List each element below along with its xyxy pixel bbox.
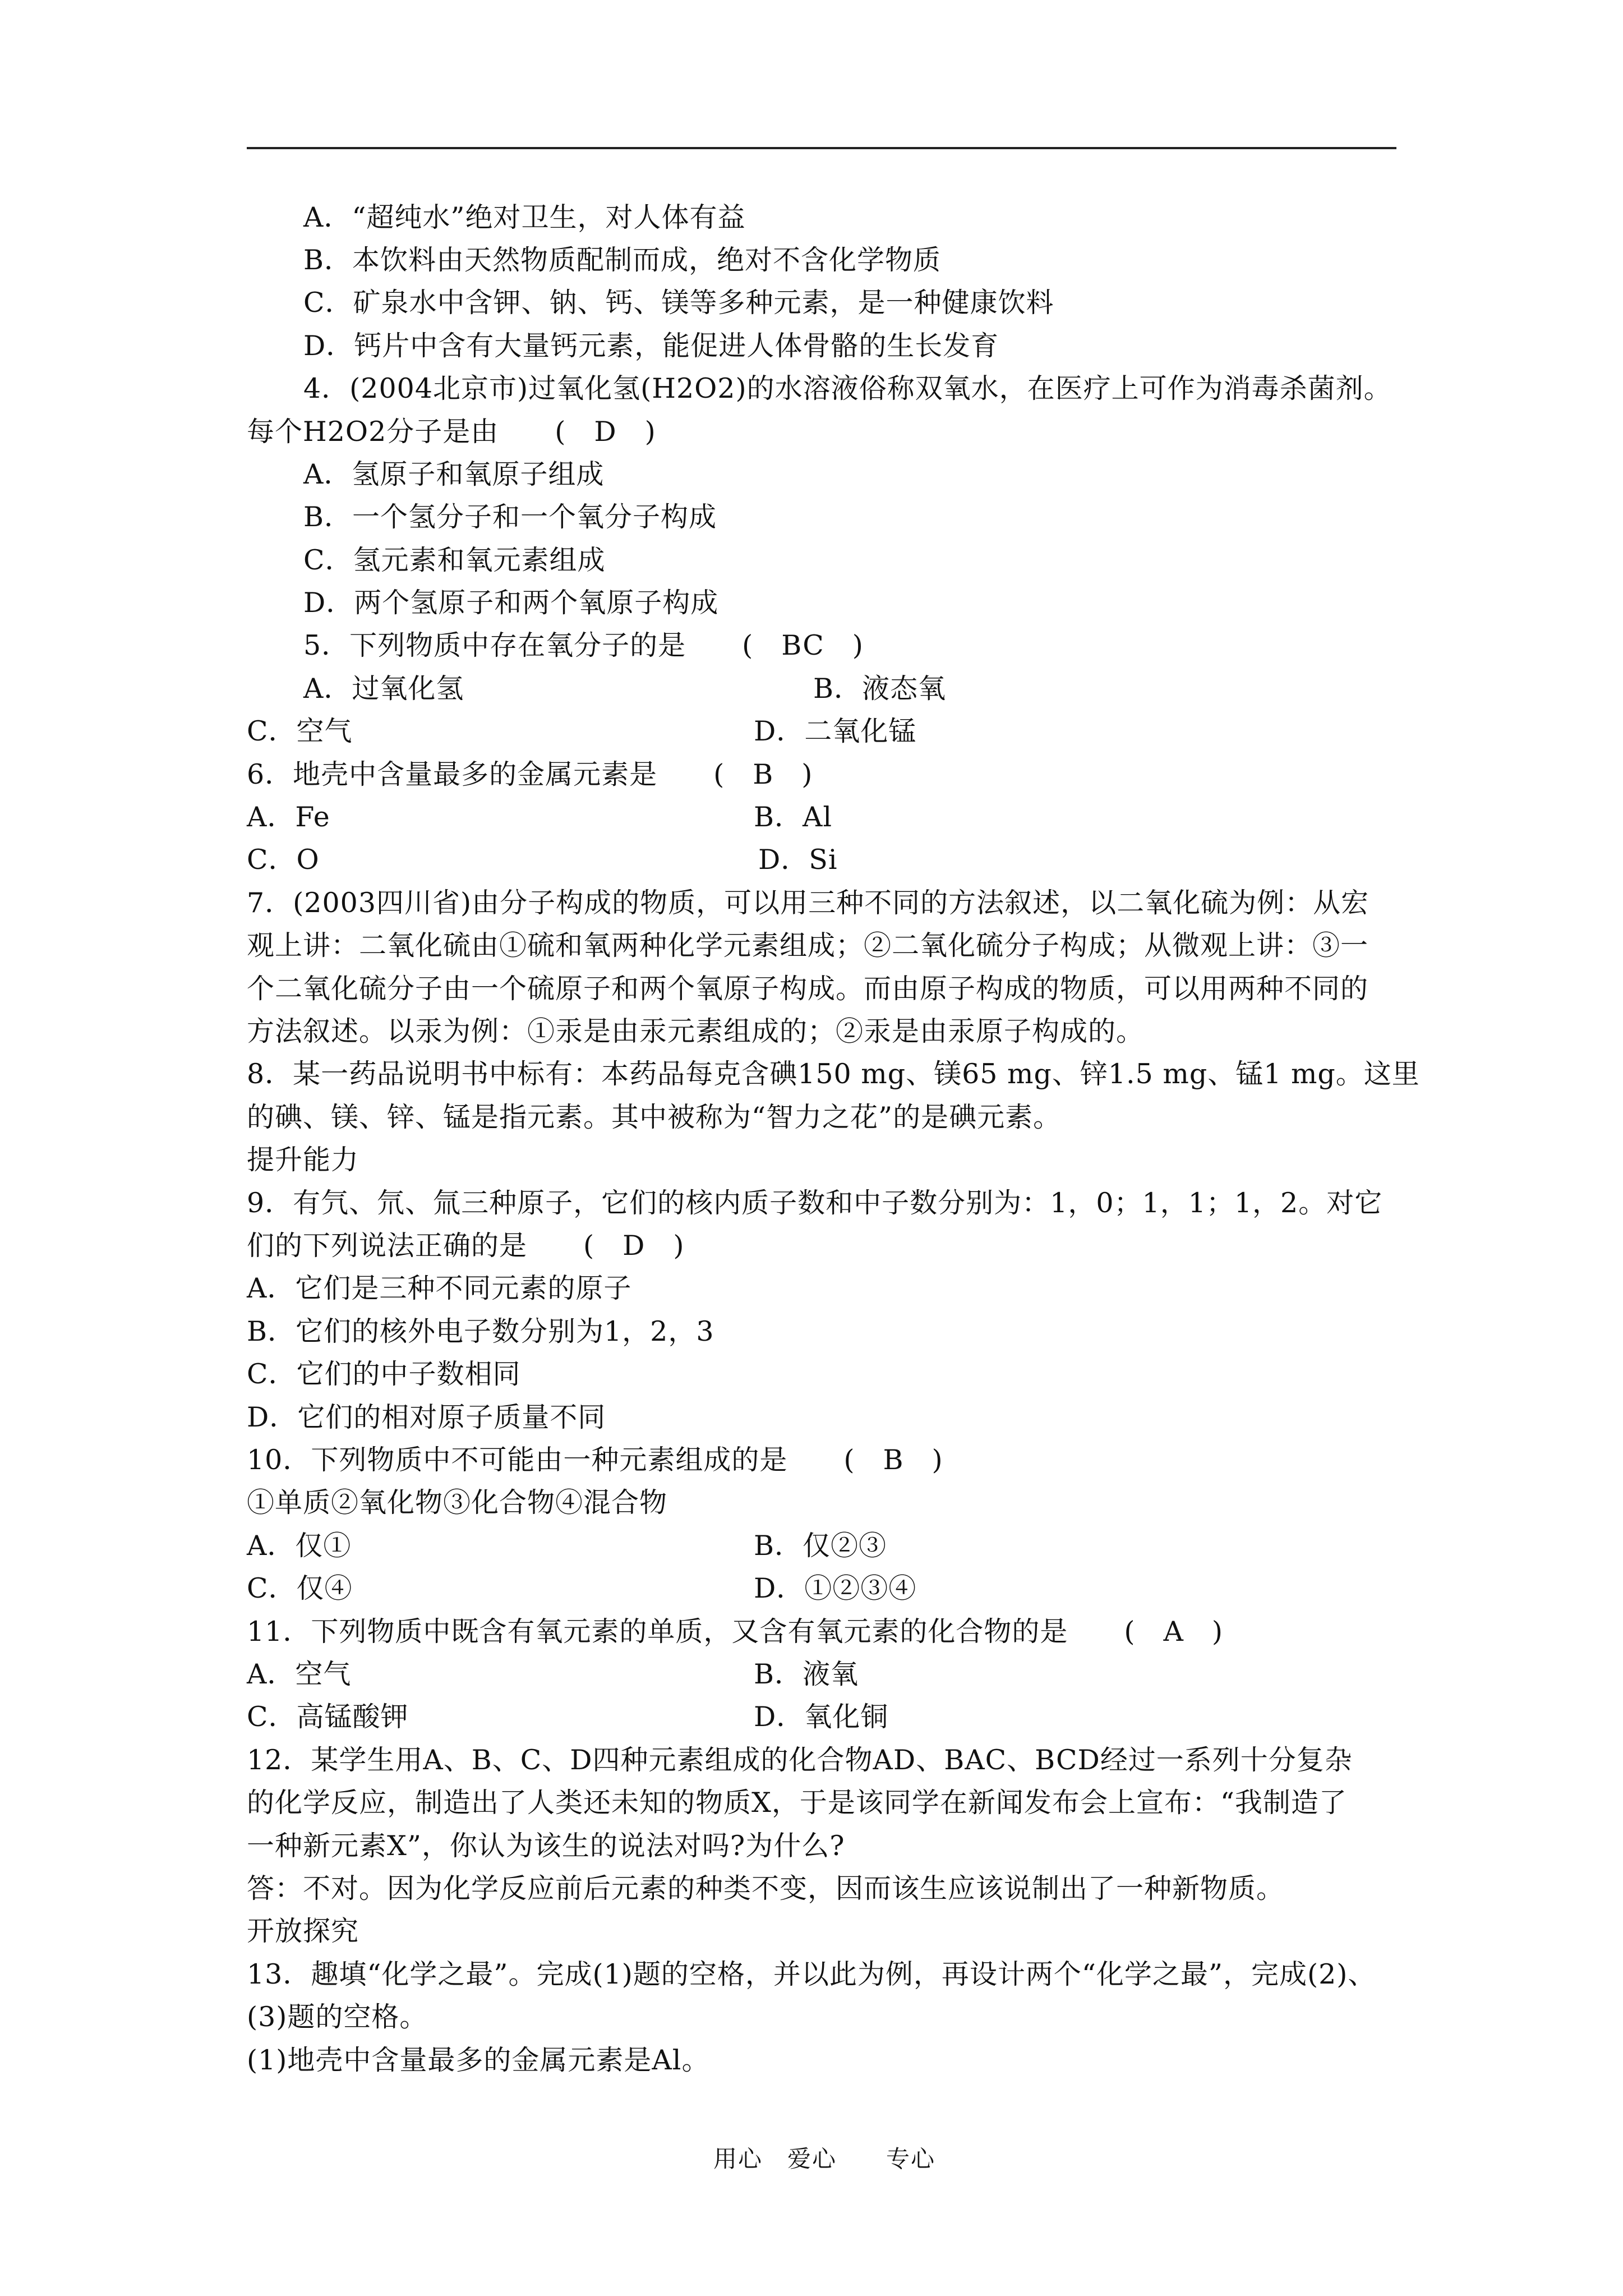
q5-option-a: A．过氧化氢 bbox=[303, 673, 464, 705]
q9-option-b: B．它们的核外电子数分别为1，2，3 bbox=[247, 1315, 714, 1347]
q10-option-c: C．仅④ bbox=[247, 1572, 353, 1604]
q4-option-c: C．氢元素和氧元素组成 bbox=[303, 544, 606, 576]
q11-option-a: A．空气 bbox=[247, 1658, 352, 1690]
q4-option-d: D．两个氢原子和两个氧原子构成 bbox=[303, 587, 719, 619]
q7-line-3: 个二氧化硫分子由一个硫原子和两个氧原子构成。而由原子构成的物质，可以用两种不同的 bbox=[247, 973, 1369, 1005]
q7-line-4: 方法叙述。以汞为例：①汞是由汞元素组成的；②汞是由汞原子构成的。 bbox=[247, 1015, 1145, 1047]
q4-stem-cont: 每个H2O2分子是由 ( D ) bbox=[247, 416, 656, 448]
q6-option-c: C．O bbox=[247, 844, 320, 876]
q7-line-2: 观上讲：二氧化硫由①硫和氧两种化学元素组成；②二氧化硫分子构成；从微观上讲：③一 bbox=[247, 930, 1369, 961]
q3-option-d: D．钙片中含有大量钙元素，能促进人体骨骼的生长发育 bbox=[303, 330, 999, 362]
q11-option-b: B．液氧 bbox=[754, 1658, 859, 1690]
q6-option-d: D．Si bbox=[758, 844, 838, 876]
q10-option-b: B．仅②③ bbox=[754, 1530, 887, 1562]
q4-option-b: B．一个氢分子和一个氧分子构成 bbox=[303, 501, 717, 533]
q10-items: ①单质②氧化物③化合物④混合物 bbox=[247, 1487, 668, 1519]
q12-line-2: 的化学反应，制造出了人类还未知的物质X，于是该同学在新闻发布会上宣布：“我制造了 bbox=[247, 1787, 1347, 1819]
section-heading-improve: 提升能力 bbox=[247, 1144, 359, 1176]
q4-stem: 4．(2004北京市)过氧化氢(H2O2)的水溶液俗称双氧水，在医疗上可作为消毒杀菌剂。 bbox=[303, 372, 1392, 404]
q8-line-1: 8．某一药品说明书中标有：本药品每克含碘150 mg、镁65 mg、锌1.5 mg、锰1 mg。这里 bbox=[247, 1058, 1420, 1090]
q9-option-d: D．它们的相对原子质量不同 bbox=[247, 1401, 606, 1433]
q12-answer: 答：不对。因为化学反应前后元素的种类不变，因而该生应该说制出了一种新物质。 bbox=[247, 1872, 1285, 1904]
q4-option-a: A．氢原子和氧原子组成 bbox=[303, 458, 605, 490]
q11-option-d: D．氧化铜 bbox=[754, 1701, 889, 1733]
q13-line-2: (3)题的空格。 bbox=[247, 2001, 428, 2033]
q6-option-a: A．Fe bbox=[247, 801, 330, 833]
q9-stem: 9．有氕、氘、氚三种原子，它们的核内质子数和中子数分别为：1，0；1，1；1，2。对它 bbox=[247, 1187, 1383, 1219]
q10-option-d: D．①②③④ bbox=[754, 1572, 917, 1604]
q5-stem: 5．下列物质中存在氧分子的是 ( BC ) bbox=[303, 629, 864, 661]
q7-line-1: 7．(2003四川省)由分子构成的物质，可以用三种不同的方法叙述，以二氧化硫为例：从宏 bbox=[247, 887, 1370, 919]
section-heading-explore: 开放探究 bbox=[247, 1915, 359, 1947]
q13-line-1: 13．趣填“化学之最”。完成(1)题的空格，并以此为例，再设计两个“化学之最”，完成(2)、 bbox=[247, 1958, 1376, 1990]
q3-option-b: B．本饮料由天然物质配制而成，绝对不含化学物质 bbox=[303, 244, 942, 276]
q12-line-3: 一种新元素X”，你认为该生的说法对吗?为什么? bbox=[247, 1830, 845, 1862]
q5-option-c: C．空气 bbox=[247, 715, 353, 747]
page-footer: 用心 爱心 专心 bbox=[713, 2145, 936, 2173]
q11-stem: 11．下列物质中既含有氧元素的单质，又含有氧元素的化合物的是 ( A ) bbox=[247, 1616, 1223, 1648]
q9-option-a: A．它们是三种不同元素的原子 bbox=[247, 1272, 632, 1304]
q8-line-2: 的碘、镁、锌、锰是指元素。其中被称为“智力之花”的是碘元素。 bbox=[247, 1101, 1062, 1133]
q5-option-d: D．二氧化锰 bbox=[754, 715, 917, 747]
q3-option-a: A．“超纯水”绝对卫生，对人体有益 bbox=[303, 201, 746, 233]
q9-option-c: C．它们的中子数相同 bbox=[247, 1358, 521, 1390]
q10-stem: 10．下列物质中不可能由一种元素组成的是 ( B ) bbox=[247, 1444, 943, 1476]
q6-option-b: B．Al bbox=[754, 801, 833, 833]
q6-stem: 6．地壳中含量最多的金属元素是 ( B ) bbox=[247, 758, 813, 790]
q12-line-1: 12．某学生用A、B、C、D四种元素组成的化合物AD、BAC、BCD经过一系列十分复杂 bbox=[247, 1744, 1353, 1776]
q3-option-c: C．矿泉水中含钾、钠、钙、镁等多种元素，是一种健康饮料 bbox=[303, 287, 1054, 319]
q9-stem-cont: 们的下列说法正确的是 ( D ) bbox=[247, 1230, 685, 1262]
q5-option-b: B．液态氧 bbox=[813, 673, 947, 705]
q13-item-1: (1)地壳中含量最多的金属元素是Al。 bbox=[247, 2044, 710, 2076]
q10-option-a: A．仅① bbox=[247, 1530, 352, 1562]
q11-option-c: C．高锰酸钾 bbox=[247, 1701, 409, 1733]
